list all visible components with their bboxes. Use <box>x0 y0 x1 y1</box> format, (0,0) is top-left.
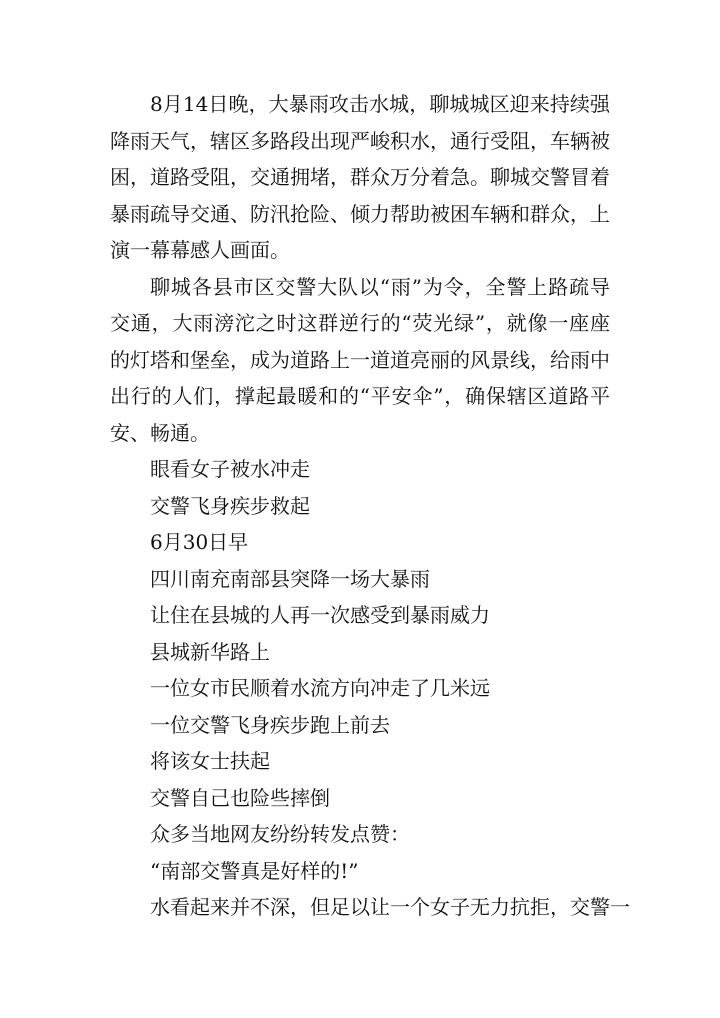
text-line: 眼看女子被水冲走 <box>150 457 310 481</box>
text-line: 让住在县城的人再一次感受到暴雨威力 <box>150 603 490 627</box>
text-line: 众多当地网友纷纷转发点赞： <box>150 822 410 846</box>
paragraph-1: 8月14日晚，大暴雨攻击水城，聊城城区迎来持续强降雨天气，辖区多路段出现严峻积水，通行受阻，车辆被困，道路受阻，交通拥堵，群众万分着急。聊城交警冒着暴雨疏导交通、防汛抢险、倾力帮助被困车辆和群众，上演一幕幕感人画面。 <box>110 92 610 262</box>
paragraph-2: 聊城各县市区交警大队以“雨”为令，全警上路疏导交通，大雨滂沱之时这群逆行的“荧光绿”，就像一座座的灯塔和堡垒，成为道路上一道道亮丽的风景线，给雨中出行的人们，撑起最暖和的“平安伞”，确保辖区道路平安、畅通。 <box>110 274 610 445</box>
text-line: “南部交警真是好样的!” <box>150 858 359 883</box>
text-line: 将该女士扶起 <box>150 749 270 773</box>
text-line: 交警飞身疾步救起 <box>150 493 310 518</box>
text-line: 一位交警飞身疾步跑上前去 <box>150 712 390 737</box>
text-line: 6月30日早 <box>150 530 249 554</box>
text-line: 四川南充南部县突降一场大暴雨 <box>150 566 430 591</box>
last-line: 水看起来并不深，但足以让一个女子无力抗拒，交警一 <box>150 895 630 919</box>
text-line: 县城新华路上 <box>150 639 270 664</box>
document-body <box>110 86 630 926</box>
text-line: 一位女市民顺着水流方向冲走了几米远 <box>150 676 490 700</box>
text-line: 交警自己也险些摔倒 <box>150 785 330 810</box>
